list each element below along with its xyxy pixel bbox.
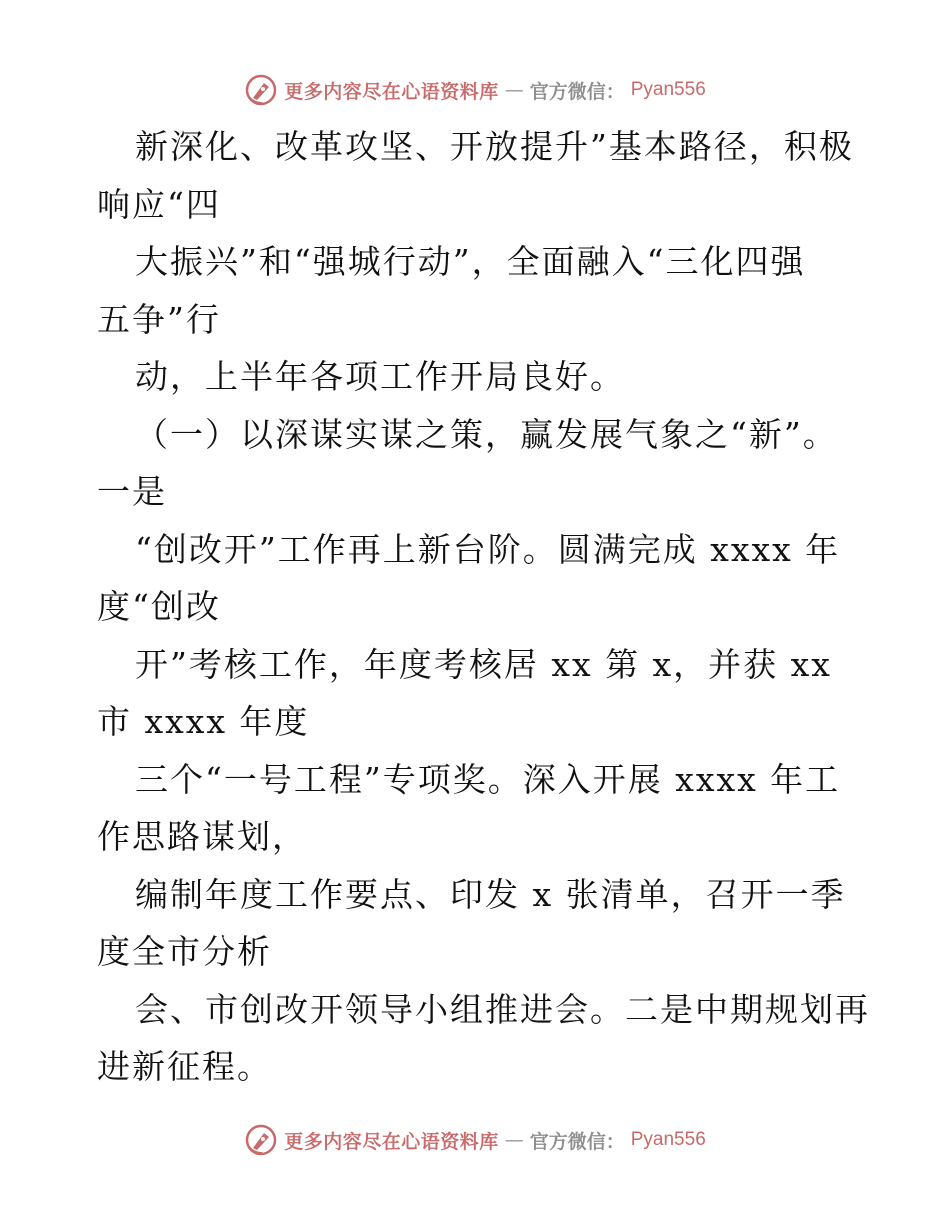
body-line: 度“创改 bbox=[97, 587, 221, 626]
body-line: 五争”行 bbox=[97, 299, 221, 339]
footer-watermark bbox=[0, 1120, 950, 1160]
body-line: 响应“四 bbox=[97, 184, 221, 224]
body-line: 三个“一号工程”专项奖。深入开展 xxxx 年工 bbox=[135, 759, 841, 799]
body-line: （一）以深谋实谋之策，赢发展气象之“新”。 bbox=[135, 414, 838, 454]
body-line: 新深化、改革攻坚、开放提升”基本路径，积极 bbox=[135, 127, 854, 166]
body-line: 开”考核工作，年度考核居 xx 第 x，并获 xx bbox=[135, 644, 832, 684]
watermark-text: 更多内容尽在心语资料库 bbox=[284, 80, 499, 103]
watermark-wechat-id: Pyan556 bbox=[630, 1129, 706, 1150]
body-line: “创改开”工作再上新台阶。圆满完成 xxxx 年 bbox=[135, 529, 841, 569]
body-line: 会、市创改开领导小组推进会。二是中期规划再 bbox=[135, 989, 870, 1029]
body-line: 进新征程。 bbox=[97, 1047, 272, 1086]
body-line: 市 xxxx 年度 bbox=[97, 702, 310, 741]
watermark-text: 更多内容尽在心语资料库 bbox=[284, 1130, 499, 1153]
watermark-wechat-id: Pyan556 bbox=[630, 79, 706, 100]
body-line: 度全市分析 bbox=[97, 932, 272, 971]
body-line: 作思路谋划， bbox=[97, 817, 307, 856]
watermark-separator: — bbox=[504, 1129, 524, 1151]
watermark-wechat-label: 官方微信： bbox=[529, 80, 625, 103]
watermark-separator: — bbox=[504, 79, 524, 101]
pen-nib-logo-icon bbox=[244, 73, 278, 107]
body-line: 大振兴”和“强城行动”，全面融入“三化四强 bbox=[135, 242, 806, 281]
document-body bbox=[97, 118, 870, 1096]
body-line: 一是 bbox=[97, 472, 167, 511]
header-watermark bbox=[0, 70, 950, 110]
body-line: 编制年度工作要点、印发 x 张清单，召开一季 bbox=[135, 874, 846, 914]
pen-nib-logo-icon bbox=[244, 1123, 278, 1157]
body-line: 动，上半年各项工作开局良好。 bbox=[135, 357, 625, 396]
watermark-wechat-label: 官方微信： bbox=[529, 1130, 625, 1153]
